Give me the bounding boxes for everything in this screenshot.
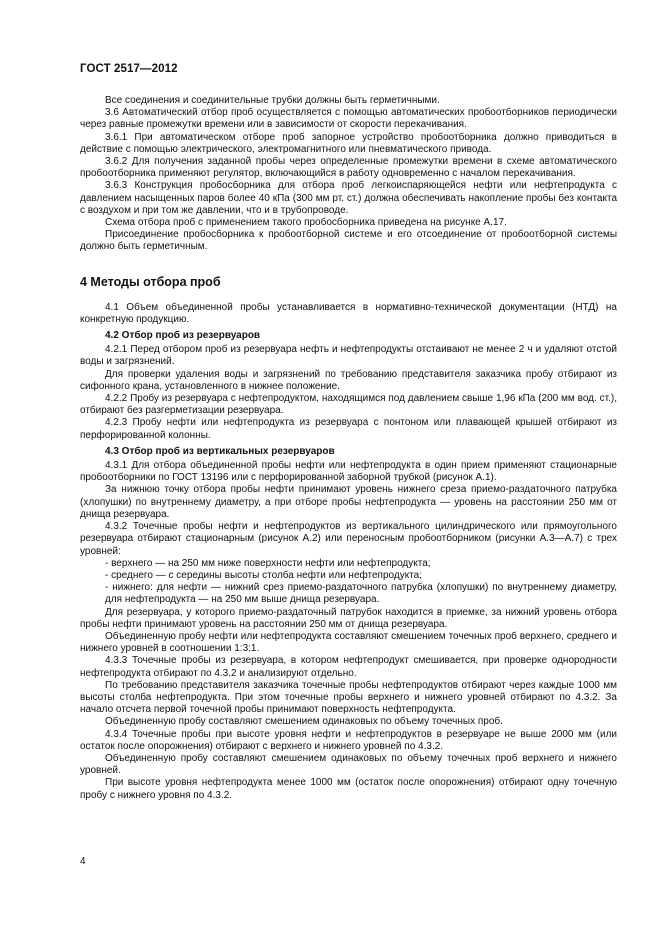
paragraph: 3.6.2 Для получения заданной пробы через определенные промежутки времени в схеме автоматического пробоотборника применяют регулятор, включающийся в работу одновременно с началом перекачивания.	[80, 156, 617, 180]
paragraph: Все соединения и соединительные трубки должны быть герметичными.	[105, 95, 440, 106]
subsection-heading: 4.3 Отбор проб из вертикальных резервуаров	[105, 445, 335, 457]
paragraph: 3.6 Автоматический отбор проб осуществляется с помощью автоматических пробоотборников периодически через равные промежутки времени или в зависимости от скорости перекачивания.	[80, 107, 617, 131]
paragraph: Объединенную пробу составляют смешением одинаковых по объему точечных проб верхнего и нижнего уровней.	[80, 752, 617, 777]
list-item: - среднего — с середины высоты столба нефти или нефтепродукта;	[105, 569, 423, 581]
paragraph: За нижнюю точку отбора пробы нефти принимают уровень нижнего среза приемо-раздаточного патрубка (хлопушки) по внутреннему диаметру, а при отборе пробы нефтепродукта — уровень на расстоянии 250 мм от днища резервуара.	[80, 484, 617, 520]
paragraph: Для резервуара, у которого приемо-раздаточный патрубок находится в приемке, за нижний уровень отбора пробы нефти принимают уровень на расстоянии 250 мм от днища резервуара.	[80, 606, 617, 630]
paragraph: 4.1 Объем объединенной пробы устанавливается в нормативно-технической документации (НТД) на конкретную продукцию.	[80, 301, 617, 325]
paragraph: По требованию представителя заказчика точечные пробы нефтепродуктов отбирают через каждые 1000 мм высоты столба нефтепродукта. При этом точечные пробы верхнего и нижнего уровней отбирают по 4.3.2. За начало отсчета первой точечной пробы принимают поверхность нефтепродукта.	[80, 679, 617, 716]
paragraph: 3.6.1 При автоматическом отборе проб запорное устройство пробоотборника должно приводиться в действие с помощью электрического, электромагнитного или пневматического привода.	[80, 131, 617, 155]
paragraph: Схема отбора проб с применением такого пробосборника приведена на рисунке А.17.	[105, 217, 507, 229]
page-number: 4	[80, 856, 86, 867]
paragraph: 4.3.4 Точечные пробы при высоте уровня нефти и нефтепродуктов в резервуаре не выше 2000 мм (или остаток после опорожнения) отбирают с верхнего и нижнего уровней по 4.3.2.	[80, 728, 617, 752]
paragraph: 4.3.3 Точечные пробы из резервуара, в котором нефтепродукт смешивается, при проверке однородности нефтепродукта отбирают по 4.3.2 и анализируют отдельно.	[80, 655, 617, 679]
paragraph: Присоединение пробосборника к пробоотборной системе и его отсоединение от пробоотборной системы должно быть герметичным.	[80, 229, 617, 253]
paragraph: 4.3.1 Для отбора объединенной пробы нефти или нефтепродукта в один прием применяют стационарные пробоотборники по ГОСТ 13196 или с перфорированной заборной трубкой (рисунок А.1).	[80, 460, 617, 484]
paragraph: 4.2.3 Пробу нефти или нефтепродукта из резервуара с понтоном или плавающей крышей отбирают из перфорированной колонны.	[80, 417, 617, 441]
paragraph: Для проверки удаления воды и загрязнений по требованию представителя заказчика пробу отбирают из сифонного крана, установленного в нижнее положение.	[80, 368, 617, 392]
document-standard-header: ГОСТ 2517—2012	[80, 63, 178, 75]
paragraph: 3.6.3 Конструкция пробосборника для отбора проб легкоиспаряющейся нефти или нефтепродукта с давлением насыщенных паров более 40 кПа (300 мм рт. ст.) должна обеспечивать накопление пробы без контакта с воздухом и при том же давлении, что и в трубопроводе.	[80, 180, 617, 216]
list-item: - верхнего — на 250 мм ниже поверхности нефти или нефтепродукта;	[105, 557, 431, 569]
paragraph: При высоте уровня нефтепродукта менее 1000 мм (остаток после опорожнения) отбирают одну точечную пробу с нижнего уровня по 4.3.2.	[80, 777, 617, 801]
paragraph: Объединенную пробу составляют смешением одинаковых по объему точечных проб.	[105, 716, 503, 728]
paragraph: Объединенную пробу нефти или нефтепродукта составляют смешением точечных проб верхнего, среднего и нижнего уровней в соотношении 1:3:1.	[80, 630, 617, 655]
paragraph: 4.2.2 Пробу из резервуара с нефтепродуктом, находящимся под давлением свыше 1,96 кПа (200 мм вод. ст.), отбирают без разгерметизации резервуара.	[80, 393, 617, 417]
paragraph: 4.2.1 Перед отбором проб из резервуара нефть и нефтепродукты отстаивают не менее 2 ч и удаляют отстой воды и загрязнений.	[80, 344, 617, 368]
paragraph: 4.3.2 Точечные пробы нефти и нефтепродуктов из вертикального цилиндрического или прямоугольного резервуара отбирают стационарным (рисунок А.2) или переносным пробоотборником (рисунки А.3—А.7) с трех уровней:	[80, 521, 617, 557]
document-body	[80, 95, 617, 802]
section-heading: 4 Методы отбора проб	[80, 274, 221, 289]
list-item: - нижнего: для нефти — нижний срез приемо-раздаточного патрубка (хлопушки) по внутреннему диаметру, для нефтепродукта — на 250 мм выше днища резервуара.	[105, 582, 617, 606]
subsection-heading: 4.2 Отбор проб из резервуаров	[105, 330, 261, 342]
